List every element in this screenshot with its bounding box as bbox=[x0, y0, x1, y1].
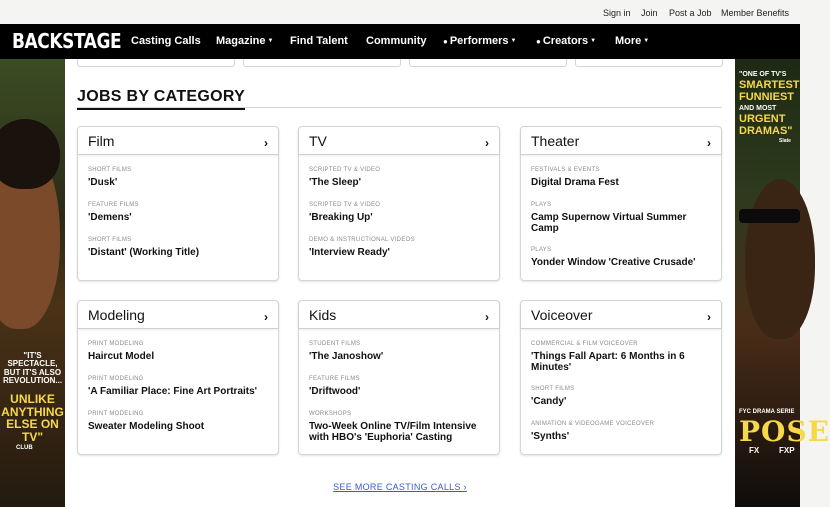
entry-category: ANIMATION & VIDEOGAME VOICEOVER bbox=[531, 421, 655, 427]
category-card-theater bbox=[520, 126, 722, 281]
card-header[interactable] bbox=[521, 127, 721, 155]
category-card-film bbox=[77, 126, 279, 281]
list-item[interactable] bbox=[309, 411, 494, 443]
previous-card-stub bbox=[575, 59, 723, 67]
entry-title: 'Candy' bbox=[531, 396, 567, 407]
entry-title: Camp Supernow Virtual Summer Camp bbox=[531, 212, 687, 234]
join-link[interactable]: Join bbox=[641, 8, 658, 18]
ad-fyc-label: FYC DRAMA SERIE bbox=[739, 409, 795, 415]
list-item[interactable] bbox=[309, 167, 494, 188]
entry-category: PRINT MODELING bbox=[88, 411, 144, 417]
nav-label: More bbox=[615, 35, 642, 47]
list-item[interactable] bbox=[309, 202, 494, 223]
card-title: Film bbox=[88, 133, 115, 149]
heading-divider bbox=[77, 107, 722, 108]
entry-title: Haircut Model bbox=[88, 351, 155, 362]
entry-category: SHORT FILMS bbox=[88, 167, 132, 173]
chevron-right-icon: › bbox=[264, 136, 268, 150]
caret-down-icon: ▼ bbox=[590, 38, 597, 44]
entry-title: 'Distant' (Working Title) bbox=[88, 247, 200, 258]
caret-down-icon: ▼ bbox=[267, 38, 274, 44]
nav-label: Creators bbox=[542, 35, 589, 47]
chevron-right-icon: › bbox=[485, 136, 489, 150]
entry-category: PRINT MODELING bbox=[88, 376, 144, 382]
ad-quote-line: SMARTEST bbox=[739, 79, 800, 91]
entry-title: 'Breaking Up' bbox=[309, 212, 373, 223]
jobs-by-category-heading: JOBS BY CATEGORY bbox=[77, 88, 245, 110]
person-icon: ● bbox=[443, 37, 448, 46]
entry-category: DEMO & INSTRUCTIONAL VIDEOS bbox=[309, 237, 415, 243]
entry-category: FEATURE FILMS bbox=[309, 376, 360, 382]
ad-quote-line: UNLIKE bbox=[10, 392, 55, 406]
ad-quote-line: ELSE ON bbox=[6, 417, 59, 432]
nav-community[interactable] bbox=[366, 35, 427, 47]
left-ad-banner[interactable] bbox=[0, 59, 65, 507]
list-item[interactable] bbox=[531, 341, 716, 373]
nav-label: Magazine bbox=[216, 35, 266, 47]
entry-title: 'Demens' bbox=[88, 212, 132, 223]
nav-label: Performers bbox=[449, 35, 509, 47]
chevron-right-icon: › bbox=[707, 136, 711, 150]
entry-title: 'Synths' bbox=[531, 431, 570, 442]
entry-category: PLAYS bbox=[531, 202, 552, 208]
list-item[interactable] bbox=[88, 202, 273, 223]
list-item[interactable] bbox=[309, 376, 494, 397]
main-navbar bbox=[0, 24, 800, 59]
ad-quote-line: "ONE OF TV'S bbox=[739, 71, 787, 78]
list-item[interactable] bbox=[531, 202, 716, 234]
card-title: Theater bbox=[531, 133, 580, 149]
entry-category: PLAYS bbox=[531, 247, 552, 253]
right-ad-banner[interactable] bbox=[735, 59, 830, 507]
caret-down-icon: ▼ bbox=[643, 38, 650, 44]
category-card-modeling bbox=[77, 300, 279, 455]
entry-title: Sweater Modeling Shoot bbox=[88, 421, 205, 432]
entry-category: COMMERCIAL & FILM VOICEOVER bbox=[531, 341, 638, 347]
previous-card-stub bbox=[243, 59, 401, 67]
backstage-logo[interactable]: BACKSTAGE bbox=[12, 29, 122, 53]
entry-category: SHORT FILMS bbox=[531, 386, 575, 392]
list-item[interactable] bbox=[531, 247, 716, 268]
nav-more[interactable] bbox=[615, 35, 649, 47]
post-job-link[interactable]: Post a Job bbox=[669, 8, 712, 18]
ad-quote-line: TV" bbox=[21, 429, 44, 444]
caret-down-icon: ▼ bbox=[510, 38, 517, 44]
entry-title: 'Things Fall Apart: 6 Months in 6 Minutes' bbox=[531, 351, 685, 373]
entry-title: 'The Janoshow' bbox=[309, 351, 384, 362]
person-icon: ● bbox=[536, 37, 541, 46]
ad-hair bbox=[0, 119, 60, 189]
previous-card-stub bbox=[77, 59, 235, 67]
entry-title: Yonder Window 'Creative Crusade' bbox=[531, 257, 696, 268]
entry-title: 'Interview Ready' bbox=[309, 247, 390, 258]
list-item[interactable] bbox=[309, 237, 494, 258]
ad-quote-line: AND MOST bbox=[739, 105, 777, 112]
ad-quote-line: "IT'S bbox=[23, 351, 42, 360]
entry-category: WORKSHOPS bbox=[309, 411, 352, 417]
entry-category: SCRIPTED TV & VIDEO bbox=[309, 167, 381, 173]
list-item[interactable] bbox=[88, 167, 273, 188]
ad-network-logo: FX bbox=[749, 446, 760, 455]
chevron-right-icon: › bbox=[485, 310, 489, 324]
ad-quote-line: BUT IT'S ALSO bbox=[3, 367, 62, 377]
utility-bar bbox=[0, 0, 800, 24]
category-card-kids bbox=[298, 300, 500, 455]
card-title: Voiceover bbox=[531, 307, 593, 323]
ad-quote-line: ANYTHING bbox=[1, 404, 64, 419]
list-item[interactable] bbox=[88, 411, 273, 432]
category-card-tv bbox=[298, 126, 500, 281]
ad-quote-line: DRAMAS" bbox=[739, 125, 793, 137]
main-content bbox=[65, 59, 735, 507]
entry-title: 'Dusk' bbox=[88, 177, 118, 188]
entry-category: SHORT FILMS bbox=[88, 237, 132, 243]
entry-category: FEATURE FILMS bbox=[88, 202, 139, 208]
list-item[interactable] bbox=[88, 237, 273, 258]
category-card-voiceover bbox=[520, 300, 722, 455]
entry-category: SCRIPTED TV & VIDEO bbox=[309, 202, 381, 208]
nav-magazine[interactable] bbox=[216, 35, 273, 47]
ad-source: Slate bbox=[779, 138, 791, 144]
nav-performers[interactable] bbox=[443, 35, 517, 47]
list-item[interactable] bbox=[88, 376, 273, 397]
entry-category: STUDENT FILMS bbox=[309, 341, 361, 347]
card-header[interactable] bbox=[78, 127, 278, 155]
card-title: TV bbox=[309, 133, 327, 149]
card-header[interactable] bbox=[78, 301, 278, 329]
list-item[interactable] bbox=[531, 421, 716, 442]
card-header[interactable] bbox=[299, 127, 499, 155]
nav-label: Community bbox=[366, 35, 427, 47]
entry-title: 'The Sleep' bbox=[309, 177, 361, 188]
ad-quote-line: FUNNIEST bbox=[739, 91, 794, 103]
ad-portrait bbox=[745, 179, 815, 339]
nav-creators[interactable] bbox=[536, 35, 596, 47]
list-item[interactable] bbox=[309, 341, 494, 362]
list-item[interactable] bbox=[531, 386, 716, 407]
ad-sunglasses bbox=[739, 209, 800, 223]
entry-title: 'Driftwood' bbox=[309, 386, 361, 397]
ad-badge: CLUB bbox=[16, 445, 33, 451]
list-item[interactable] bbox=[531, 167, 716, 188]
entry-title: Two-Week Online TV/Film Intensive with HBO's 'Euphoria' Casting bbox=[309, 421, 477, 443]
see-more-casting-calls-link[interactable]: SEE MORE CASTING CALLS › bbox=[333, 482, 467, 492]
card-header[interactable] bbox=[299, 301, 499, 329]
card-header[interactable] bbox=[521, 301, 721, 329]
nav-find-talent[interactable] bbox=[290, 35, 348, 47]
nav-label: Casting Calls bbox=[131, 35, 201, 47]
chevron-right-icon: › bbox=[264, 310, 268, 324]
ad-quote-line: REVOLUTION... bbox=[2, 376, 63, 386]
ad-show-title: POSE bbox=[739, 415, 830, 448]
ad-quote-line: SPECTACLE, bbox=[7, 359, 58, 369]
entry-title: 'A Familiar Place: Fine Art Portraits' bbox=[88, 386, 258, 397]
ad-quote-line: URGENT bbox=[739, 113, 786, 125]
sign-in-link[interactable]: Sign in bbox=[603, 8, 631, 18]
card-title: Kids bbox=[309, 307, 337, 323]
nav-label: Find Talent bbox=[290, 35, 348, 47]
list-item[interactable] bbox=[88, 341, 273, 362]
entry-category: FESTIVALS & EVENTS bbox=[531, 167, 600, 173]
entry-category: PRINT MODELING bbox=[88, 341, 144, 347]
previous-card-stub bbox=[409, 59, 567, 67]
chevron-right-icon: › bbox=[707, 310, 711, 324]
member-benefits-link[interactable]: Member Benefits bbox=[721, 8, 790, 18]
entry-title: Digital Drama Fest bbox=[531, 177, 619, 188]
nav-casting-calls[interactable] bbox=[131, 35, 201, 47]
ad-network-logo: FXP bbox=[779, 446, 795, 455]
card-title: Modeling bbox=[88, 307, 145, 323]
